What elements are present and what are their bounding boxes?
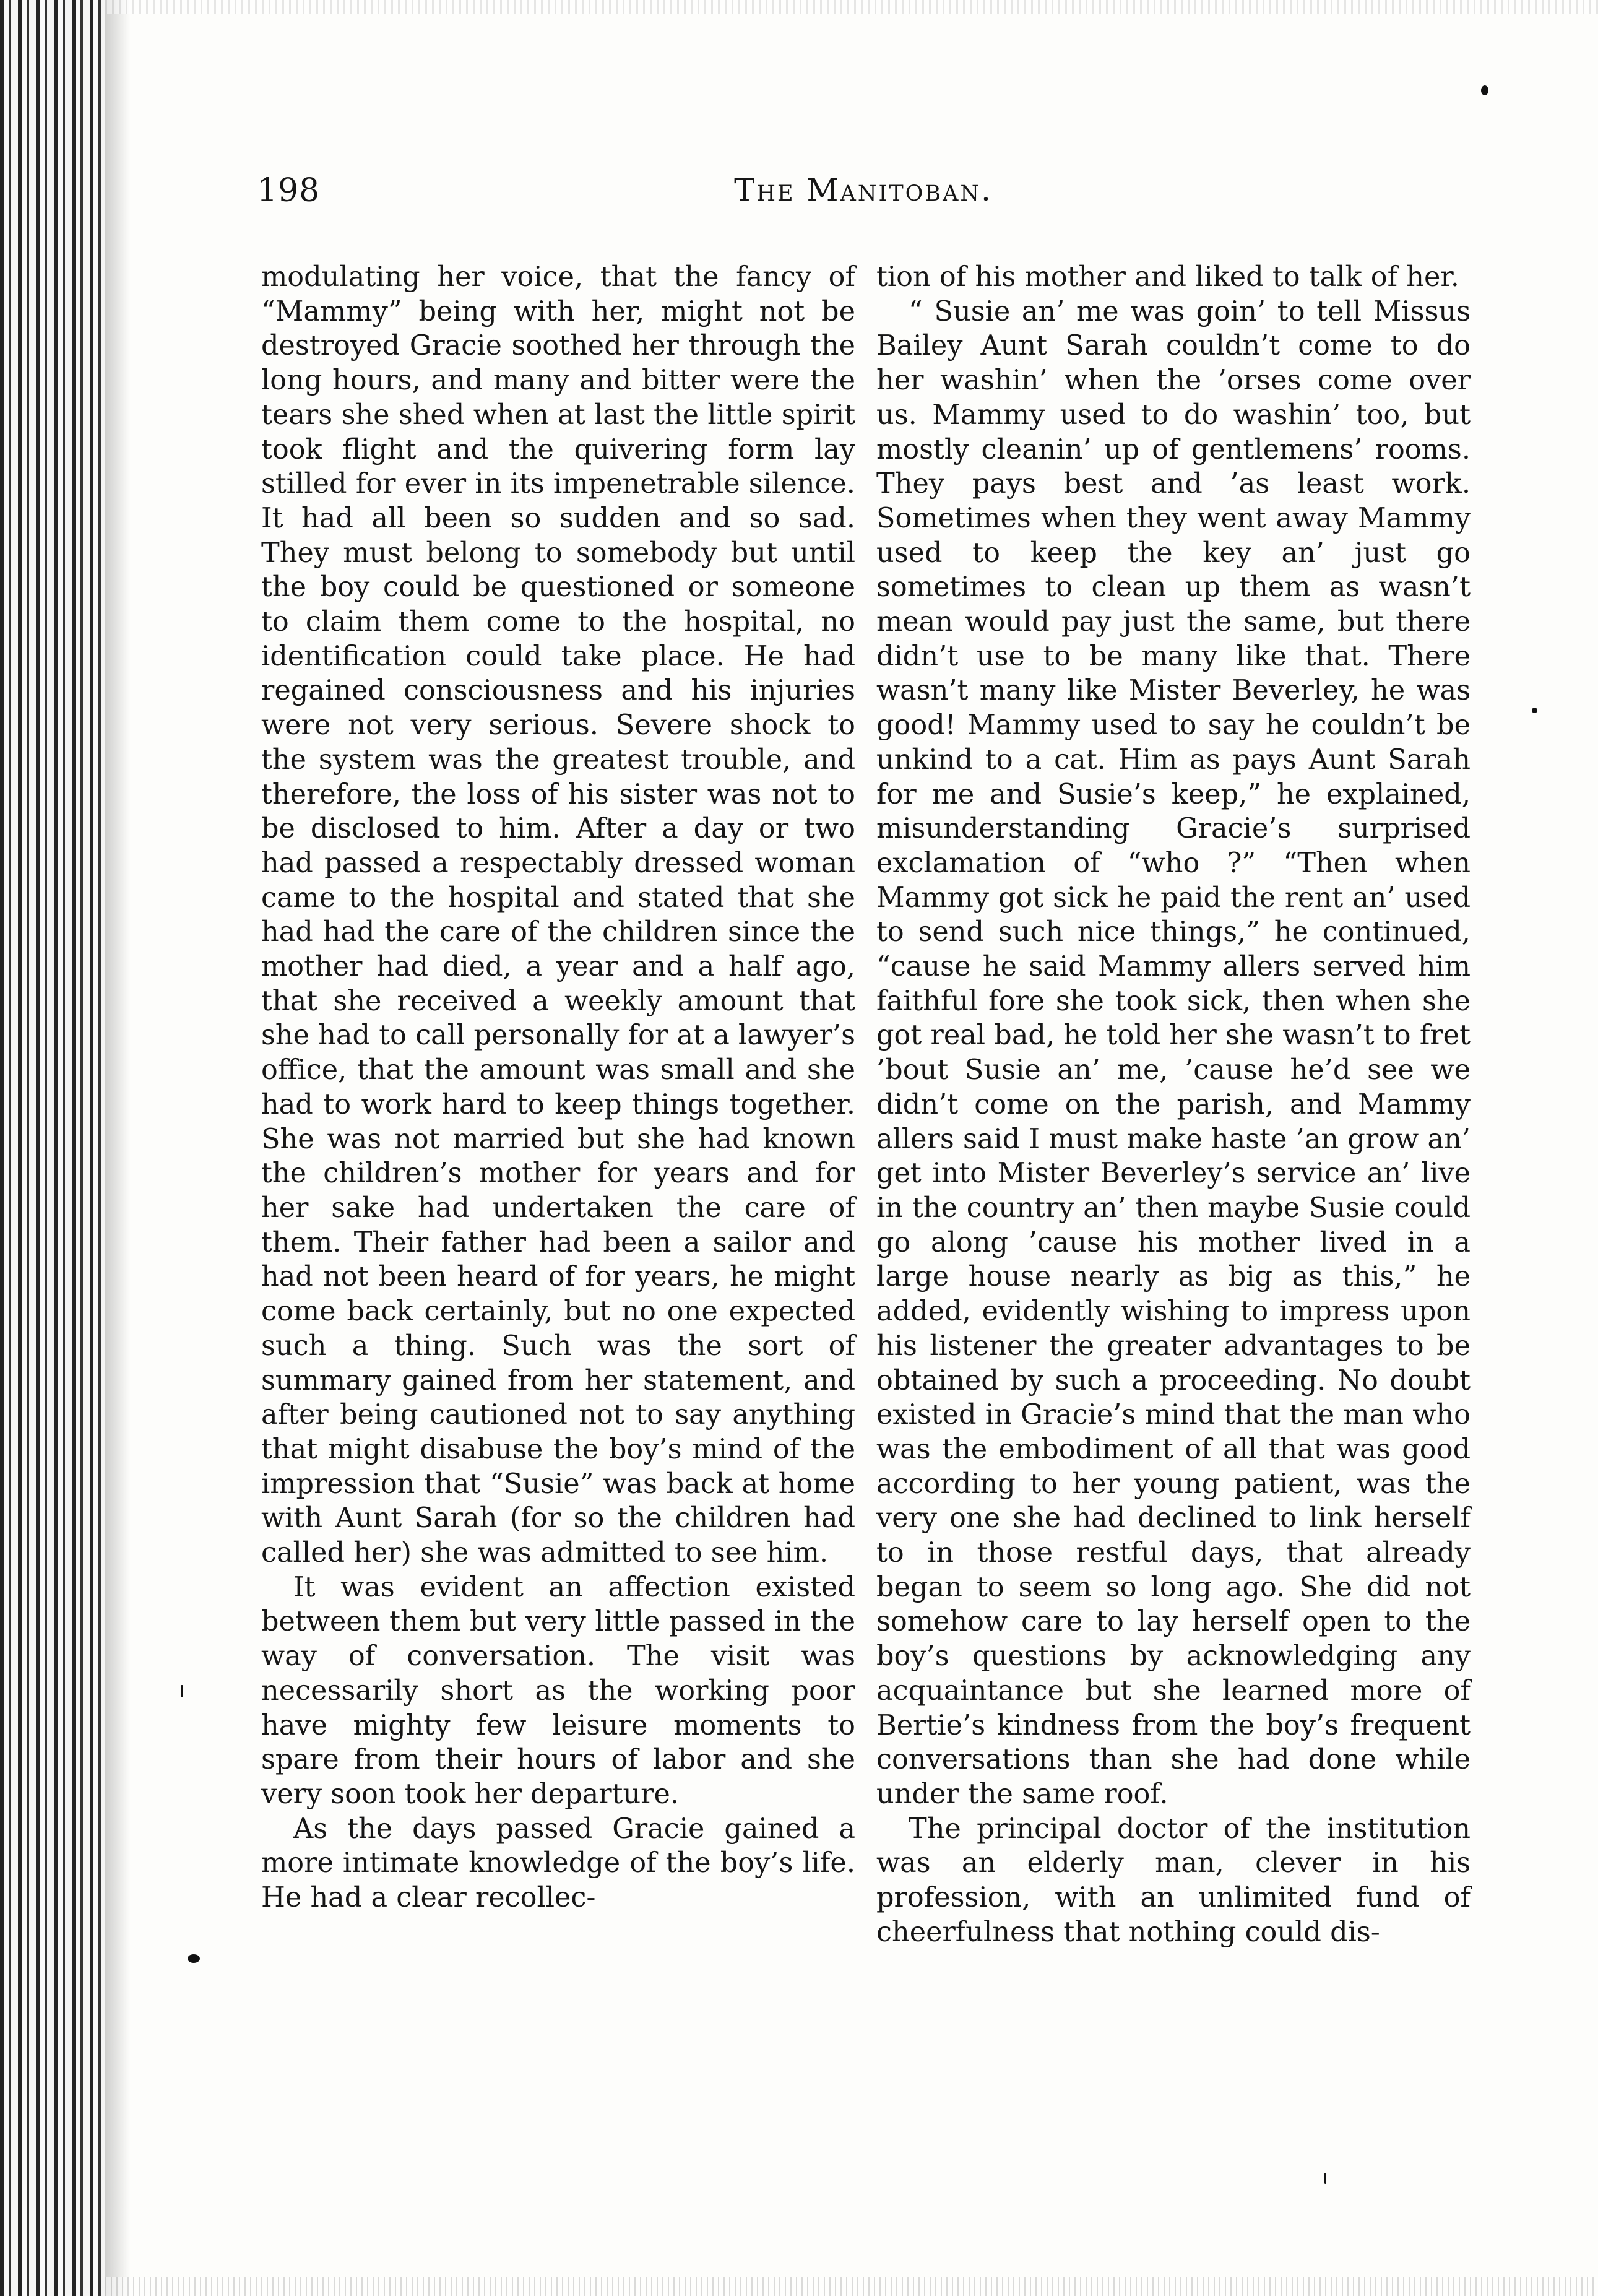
top-page-edge	[105, 0, 1598, 14]
paragraph: As the days passed Gracie gained a more intimate knowledge of the boy’s life. He had a clear recollec-	[261, 1812, 855, 1914]
ink-speck	[1324, 2173, 1326, 2184]
ink-speck	[181, 1685, 183, 1697]
paragraph: It was evident an affection existed between them but very little passed in the way of conversation. The visit was necessarily short as the working poor have mighty few leisure moments to spare from their hours of labor and she very soon took her departure.	[261, 1570, 855, 1810]
page-number: 198	[257, 172, 321, 209]
right-column	[876, 260, 1471, 1949]
ink-speck	[1481, 85, 1488, 95]
left-column	[261, 260, 855, 1915]
gutter-shadow	[105, 0, 130, 2296]
paragraph: “ Susie an’ me was goin’ to tell Missus Bailey Aunt Sarah couldn’t come to do her washin’ when the ’orses come over us. Mammy used to do washin’ too, but mostly cleanin’ up of gentlemens’ rooms. They pays best and ’as least work. Sometimes when they went away Mammy used to keep the key an’ just go sometimes to clean up them as wasn’t mean would pay just the same, but there didn’t use to be many like that. There wasn’t many like Mister Beverley, he was good! Mammy used to say he couldn’t be unkind to a cat. Him as pays Aunt Sarah for me and Susie’s keep,” he explained, misunderstanding Gracie’s surprised exclamation of “who ?” “Then when Mammy got sick he paid the rent an’ used to send such nice things,” he continued, “cause he said Mammy allers served him faithful fore she took sick, then when she got real bad, he told her she wasn’t to fret ’bout Susie an’ me, ’cause he’d see we didn’t come on the parish, and Mammy allers said I must make haste ’an grow an’ get into Mister Beverley’s service an’ live in the country an’ then maybe Susie could go along ’cause his mother lived in a large house nearly as big as this,” he added, evidently wishing to impress upon his listener the greater advantages to be obtained by such a proceeding. No doubt existed in Gracie’s mind that the man who was the embodiment of all that was good according to her young patient, was the very one she had declined to link herself to in those restful days, that already began to seem so long ago. She did not somehow care to lay herself open to the boy’s questions by acknowledging any acquaintance but she learned more of Bertie’s kindness from the boy’s frequent conversations than she had done while under the same roof.	[876, 295, 1471, 1810]
paragraph: The principal doctor of the institution was an elderly man, clever in his profession, with an unlimited fund of cheerfulness that nothing could dis-	[876, 1812, 1471, 1948]
ink-speck	[188, 1954, 200, 1963]
ink-speck	[1532, 708, 1537, 713]
paragraph: modulating her voice, that the fancy of “Mammy” being with her, might not be destroyed Gracie soothed her through the long hours, and many and bitter were the tears she shed when at last the little spirit took flight and the quivering form lay stilled for ever in its impenetrable silence. It had all been so sudden and so sad. They must belong to somebody but until the boy could be questioned or someone to claim them come to the hospital, no identification could take place. He had regained consciousness and his injuries were not very serious. Severe shock to the system was the greatest trouble, and therefore, the loss of his sister was not to be disclosed to him. After a day or two had passed a respectably dressed woman came to the hospital and stated that she had had the care of the children since the mother had died, a year and a half ago, that she received a weekly amount that she had to call personally for at a lawyer’s office, that the amount was small and she had to work hard to keep things together. She was not married but she had known the children’s mother for years and for her sake had undertaken the care of them. Their father had been a sailor and had not been heard of for years, he might come back certainly, but no one expected such a thing. Such was the sort of summary gained from her statement, and after being cautioned not to say anything that might disabuse the boy’s mind of the impression that “Susie” was back at home with Aunt Sarah (for so the children had called her) she was admitted to see him.	[261, 261, 855, 1569]
running-head: The Manitoban.	[734, 172, 993, 208]
paragraph: tion of his mother and liked to talk of her.	[876, 261, 1459, 293]
book-binding-edge	[0, 0, 105, 2296]
bottom-page-edge	[105, 2277, 1598, 2296]
page-header	[257, 172, 1470, 222]
